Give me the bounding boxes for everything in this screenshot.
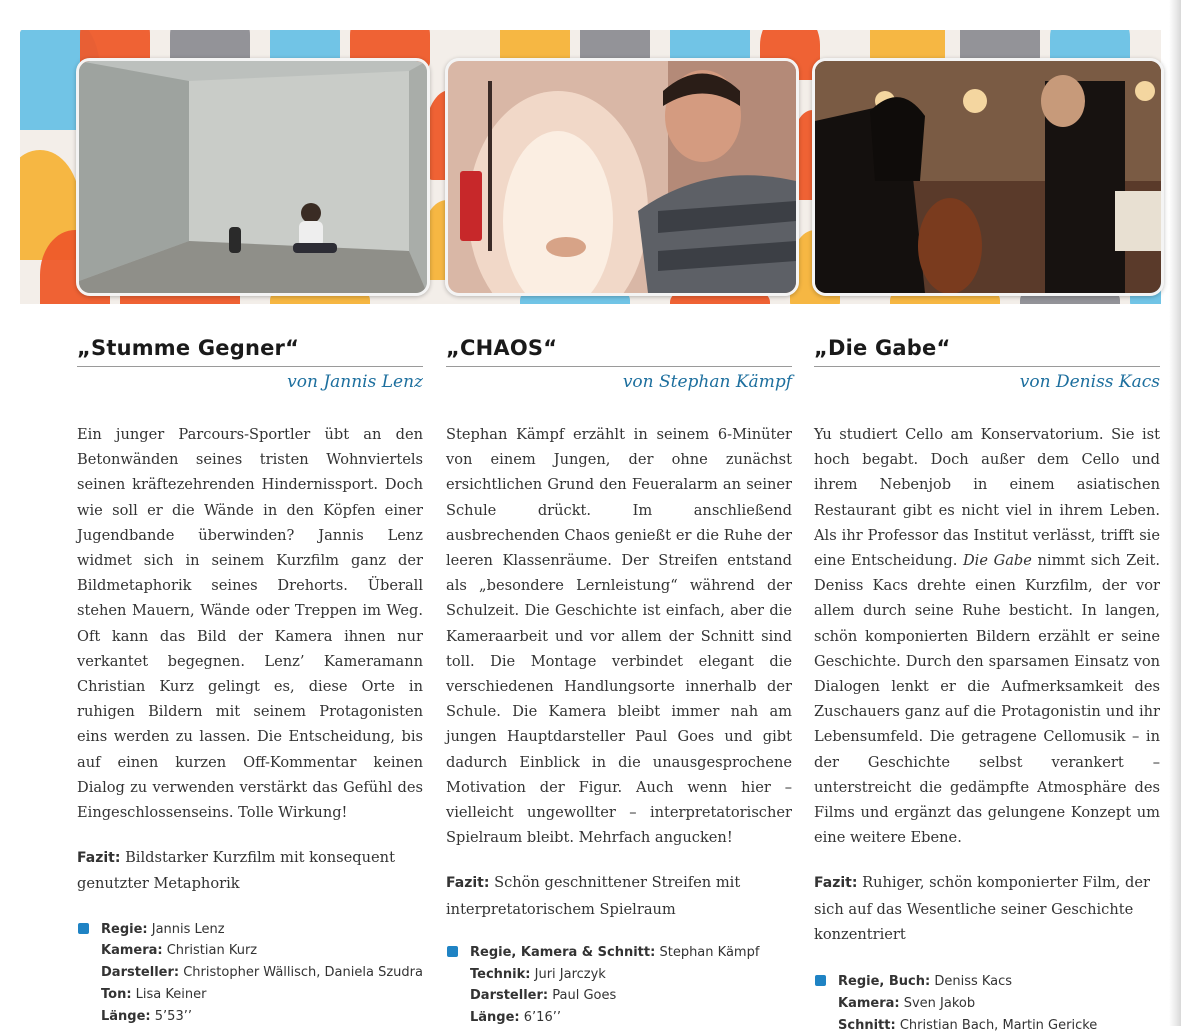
credit-value: Christian Bach, Martin Gericke	[899, 1017, 1098, 1033]
film-still-die-gabe	[812, 58, 1164, 296]
film-article-stumme-gegner	[77, 330, 423, 1028]
credit-line	[470, 964, 792, 986]
credit-label: Kamera:	[838, 995, 900, 1011]
film-title: „Stumme Gegner“	[77, 330, 423, 367]
credit-line	[470, 942, 792, 964]
film-review-text: Stephan Kämpf erzählt in seinem 6-Minüter von einem Jungen, der ohne zunächst ersichtlichen Grund den Feueralarm an seiner Schule drückt. Im anschließend ausbrechenden Chaos genießt er die Ruhe der leeren Klassenräume. Der Streifen entstand als „besondere Lernleistung“ während der Schulzeit. Die Geschichte ist einfach, aber die Kameraarbeit und vor allem der Schnitt sind toll. Die Montage verbindet elegant die verschiedenen Handlungsorte innerhalb der Schule. Die Kamera bleibt immer nah am jungen Hauptdarsteller Paul Goes und gibt dadurch Einblick in die unausgesprochene Motivation der Figur. Auch wenn hier – vielleicht ungewollter – interpretatorischer Spielraum bleibt. Mehrfach angucken!	[446, 426, 792, 847]
review-rest: nimmt sich Zeit. Deniss Kacs drehte einen Kurzfilm, der vor allem durch seine Ruhe besticht. In langen, schön komponierten Bildern erzählt er seine Geschichte. Durch den sparsamen Einsatz von Dialogen lenkt er die Aufmerksamkeit des Zuschauers ganz auf die Protagonistin und ihr Lebensumfeld. Die getragene Cellomusik – in der Geschichte selbst verankert – unterstreicht die gedämpfte Atmosphäre des Films und ergänzt das gelungene Konzept um eine weitere Ebene.	[814, 552, 1161, 847]
square-bullet-icon	[78, 923, 89, 934]
credit-label: Regie:	[101, 921, 148, 937]
credit-value: Lisa Keiner	[135, 987, 207, 1003]
credit-label: Schnitt:	[838, 1017, 896, 1033]
credit-line	[838, 993, 1160, 1015]
credit-label: Regie, Buch:	[838, 974, 931, 990]
credit-value: Deniss Kacs	[934, 974, 1013, 990]
fazit-label: Fazit:	[814, 875, 858, 892]
film-credits	[814, 971, 1160, 1036]
credit-value: Paul Goes	[552, 988, 617, 1004]
film-fazit	[814, 870, 1160, 947]
film-article-die-gabe	[814, 330, 1160, 1036]
review-film-title-italic: Die Gabe	[962, 552, 1032, 570]
fazit-text: Bildstarker Kurzfilm mit konsequent genutzter Metaphorik	[77, 849, 395, 893]
credit-line	[101, 962, 423, 984]
fazit-label: Fazit:	[77, 850, 121, 867]
page-edge-shadow	[1169, 0, 1181, 1026]
credit-value: Stephan Kämpf	[659, 944, 760, 960]
film-author: von Jannis Lenz	[287, 372, 423, 392]
credit-line	[101, 919, 423, 941]
film-still-stumme-gegner	[76, 58, 430, 296]
credit-label: Darsteller:	[101, 965, 180, 981]
credit-value: Jannis Lenz	[151, 921, 225, 937]
square-bullet-icon	[815, 975, 826, 986]
film-credits	[446, 942, 792, 1029]
credit-label: Kamera:	[101, 943, 163, 959]
film-article-chaos	[446, 330, 792, 1029]
film-still-chaos	[445, 58, 799, 296]
film-credits	[77, 919, 423, 1028]
credit-value: Juri Jarczyk	[534, 966, 606, 982]
fazit-label: Fazit:	[446, 875, 490, 892]
film-author: von Stephan Kämpf	[622, 372, 792, 392]
credit-line	[101, 940, 423, 962]
credit-value: 6’16’’	[523, 1010, 561, 1026]
fazit-text: Schön geschnittener Streifen mit interpretatorischem Spielraum	[446, 874, 741, 918]
credit-label: Darsteller:	[470, 988, 549, 1004]
film-review-text	[814, 422, 1160, 850]
film-fazit	[77, 845, 423, 896]
film-review-text: Ein junger Parcours-Sportler übt an den Betonwänden seines tristen Wohnviertels seinen kräftezehrenden Hindernissport. Doch wie soll er die Wände in den Köpfen einer Jugendbande überwinden? Jannis Lenz widmet sich in seinem Kurzfilm ganz der Bildmetaphorik seines Drehorts. Überall stehen Mauern, Wände oder Treppen im Weg. Oft kann das Bild der Kamera ihnen nur verkantet begegnen. Lenz’ Kameramann Christian Kurz gelingt es, diese Orte in ruhigen Bildern mit seinem Protagonisten eins werden zu lassen. Die Entscheidung, bis auf einen kurzen Off-Kommentar keinen Dialog zu verwenden verstärkt das Gefühl des Eingeschlossenseins. Tolle Wirkung!	[77, 426, 423, 822]
film-fazit	[446, 870, 792, 921]
film-author: von Deniss Kacs	[1019, 372, 1160, 392]
credit-label: Länge:	[470, 1010, 520, 1026]
square-bullet-icon	[447, 946, 458, 957]
credit-value: 5’53’’	[154, 1008, 192, 1024]
credit-line	[101, 1006, 423, 1028]
credit-value: Sven Jakob	[903, 995, 976, 1011]
credit-line	[838, 971, 1160, 993]
film-title: „Die Gabe“	[814, 330, 1160, 367]
credit-label: Ton:	[101, 987, 132, 1003]
credit-line	[101, 984, 423, 1006]
credit-value: Christopher Wällisch, Daniela Szudra	[183, 965, 423, 981]
credit-line	[838, 1015, 1160, 1036]
film-title: „CHAOS“	[446, 330, 792, 367]
credit-value: Christian Kurz	[166, 943, 258, 959]
review-intro: Yu studiert Cello am Konservatorium. Sie ist hoch begabt. Doch außer dem Cello und ihrem Nebenjob in einem asiatischen Restaurant gibt es nicht viel in ihrem Leben. Als ihr Professor das Institut verlässt, trifft sie eine Entscheidung.	[814, 426, 1160, 570]
fazit-text: Ruhiger, schön komponierter Film, der sich auf das Wesentliche seiner Geschichte konzentriert	[814, 874, 1150, 943]
credit-label: Regie, Kamera & Schnitt:	[470, 944, 656, 960]
credit-line	[470, 985, 792, 1007]
credit-label: Länge:	[101, 1008, 151, 1024]
credit-label: Technik:	[470, 966, 531, 982]
